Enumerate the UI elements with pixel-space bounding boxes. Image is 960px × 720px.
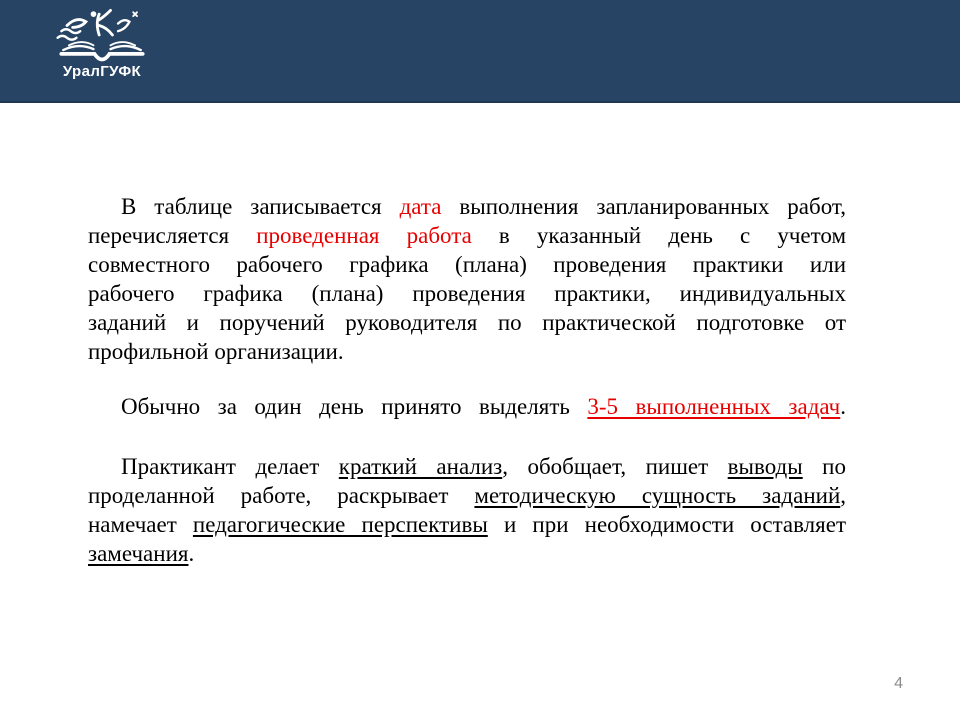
text-run: В таблице записывается — [121, 194, 400, 219]
text-line — [88, 221, 846, 250]
text-line — [88, 250, 846, 279]
text-line — [88, 539, 846, 568]
text-run: профильной организации. — [88, 339, 344, 364]
paragraph — [88, 192, 846, 366]
logo-text: УралГУФК — [62, 63, 142, 80]
text-run: перечисляется — [88, 223, 257, 248]
text-run-red: проведенная работа — [256, 223, 472, 248]
text-run: и при необходимости оставляет — [487, 512, 846, 537]
text-run: , — [840, 483, 847, 508]
text-line — [88, 308, 846, 337]
text-run: рабочего графика (плана) проведения практики, индивидуальных — [88, 281, 846, 306]
university-emblem-icon — [50, 6, 154, 62]
text-line — [88, 392, 846, 421]
text-run: совместного рабочего графика (плана) проведения практики или — [88, 252, 846, 277]
text-run: Обычно за один день принято выделять — [121, 394, 588, 419]
paragraph — [88, 452, 846, 568]
text-run: проделанной работе, раскрывает — [88, 483, 475, 508]
text-run: по — [802, 454, 846, 479]
text-run: в указанный день с учетом — [471, 223, 847, 248]
text-run-red: дата — [399, 194, 442, 219]
text-run-red-underline: 3-5 выполненных задач — [587, 394, 841, 419]
paragraph — [88, 392, 846, 421]
university-logo — [46, 6, 158, 80]
text-run: намечает — [88, 512, 193, 537]
text-run-underline: педагогические перспективы — [192, 512, 488, 537]
text-run: заданий и поручений руководителя по практической подготовке от — [88, 310, 846, 335]
text-line — [88, 452, 846, 481]
text-run: выполнения запланированных работ, — [441, 194, 846, 219]
text-line — [88, 279, 846, 308]
page-number: 4 — [894, 675, 903, 692]
text-run: . — [188, 541, 195, 566]
text-run: Практикант делает — [121, 454, 339, 479]
text-run: . — [840, 394, 846, 419]
text-line — [88, 510, 846, 539]
text-line — [88, 192, 846, 221]
text-run-underline: краткий анализ — [338, 454, 503, 479]
text-run-underline: выводы — [727, 454, 803, 479]
text-block — [88, 192, 846, 568]
text-run-underline: методическую сущность заданий — [474, 483, 841, 508]
text-line — [88, 337, 846, 366]
text-run-underline: замечания — [88, 541, 189, 566]
text-run: , обобщает, пишет — [502, 454, 728, 479]
text-line — [88, 481, 846, 510]
